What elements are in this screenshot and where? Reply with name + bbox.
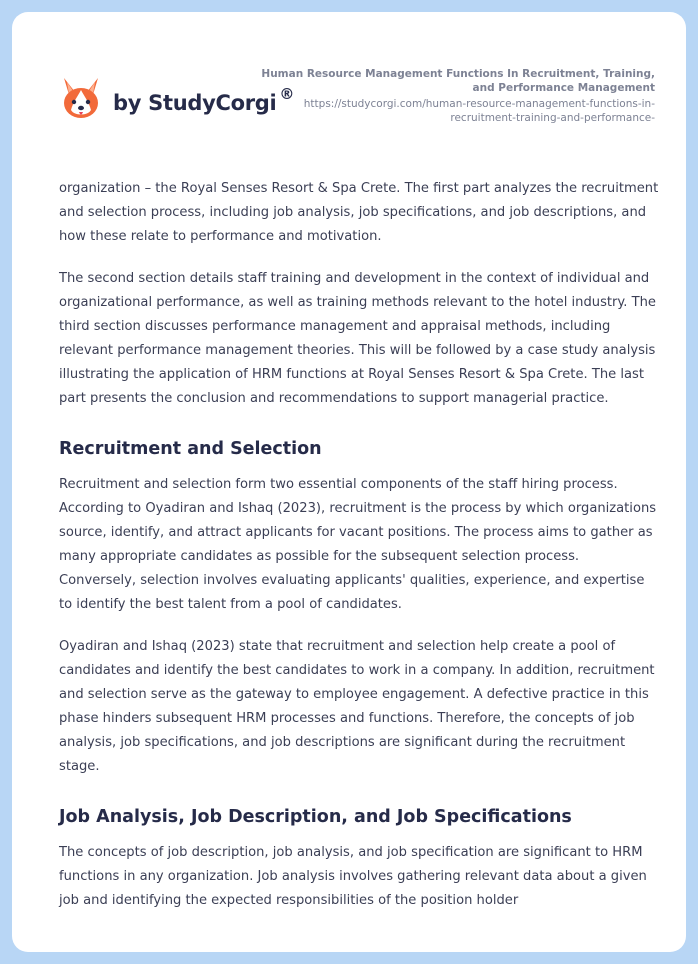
document-meta	[255, 67, 655, 125]
page-header	[12, 12, 686, 162]
paragraph: Oyadiran and Ishaq (2023) state that recruitment and selection help create a pool of candidates and identify the best candidates to work in a company. In addition, recruitment and selection serve as the gateway to employee engagement. A defective practice in this phase hinders subsequent HRM processes and functions. Therefore, the concepts of job analysis, job specifications, and job descriptions are significant during the recruitment stage.	[59, 639, 655, 774]
paragraph: The second section details staff training and development in the context of individual and organizational performance, as well as training methods relevant to the hotel industry. The third section discusses performance management and appraisal methods, including relevant performance management theories. This will be followed by a case study analysis illustrating the application of HRM functions at Royal Senses Resort & Spa Crete. The last part presents the conclusion and recommendations to support managerial practice.	[59, 271, 656, 406]
logo-brand-text: by StudyCorgi	[113, 90, 277, 115]
document-body	[59, 177, 659, 931]
section-heading: Job Analysis, Job Description, and Job Specifications	[59, 807, 572, 827]
document-url[interactable]: https://studycorgi.com/human-resource-management-functions-in-recruitment-training-and-performance-	[303, 98, 655, 124]
document-page	[12, 12, 686, 952]
paragraph: Recruitment and selection form two essential components of the staff hiring process. According to Oyadiran and Ishaq (2023), recruitment is the process by which organizations source, identify, and attract applicants for vacant positions. The process aims to gather as many appropriate candidates as possible for the subsequent selection process. Conversely, selection involves evaluating applicants' qualities, experience, and expertise to identify the best talent from a pool of candidates.	[59, 477, 657, 612]
document-title: Human Resource Management Functions In Recruitment, Training, and Performance Management	[261, 68, 655, 94]
registered-mark: ®	[279, 84, 295, 103]
corgi-icon	[60, 76, 102, 122]
paragraph: The concepts of job description, job analysis, and job specification are significant to HRM functions in any organization. Job analysis involves gathering relevant data about a given job and identifying the expected responsibilities of the position holder	[59, 845, 647, 908]
section-heading: Recruitment and Selection	[59, 439, 322, 459]
paragraph: organization – the Royal Senses Resort & Spa Crete. The first part analyzes the recruitment and selection process, including job analysis, job specifications, and job descriptions, and how these relate to performance and motivation.	[59, 181, 659, 244]
